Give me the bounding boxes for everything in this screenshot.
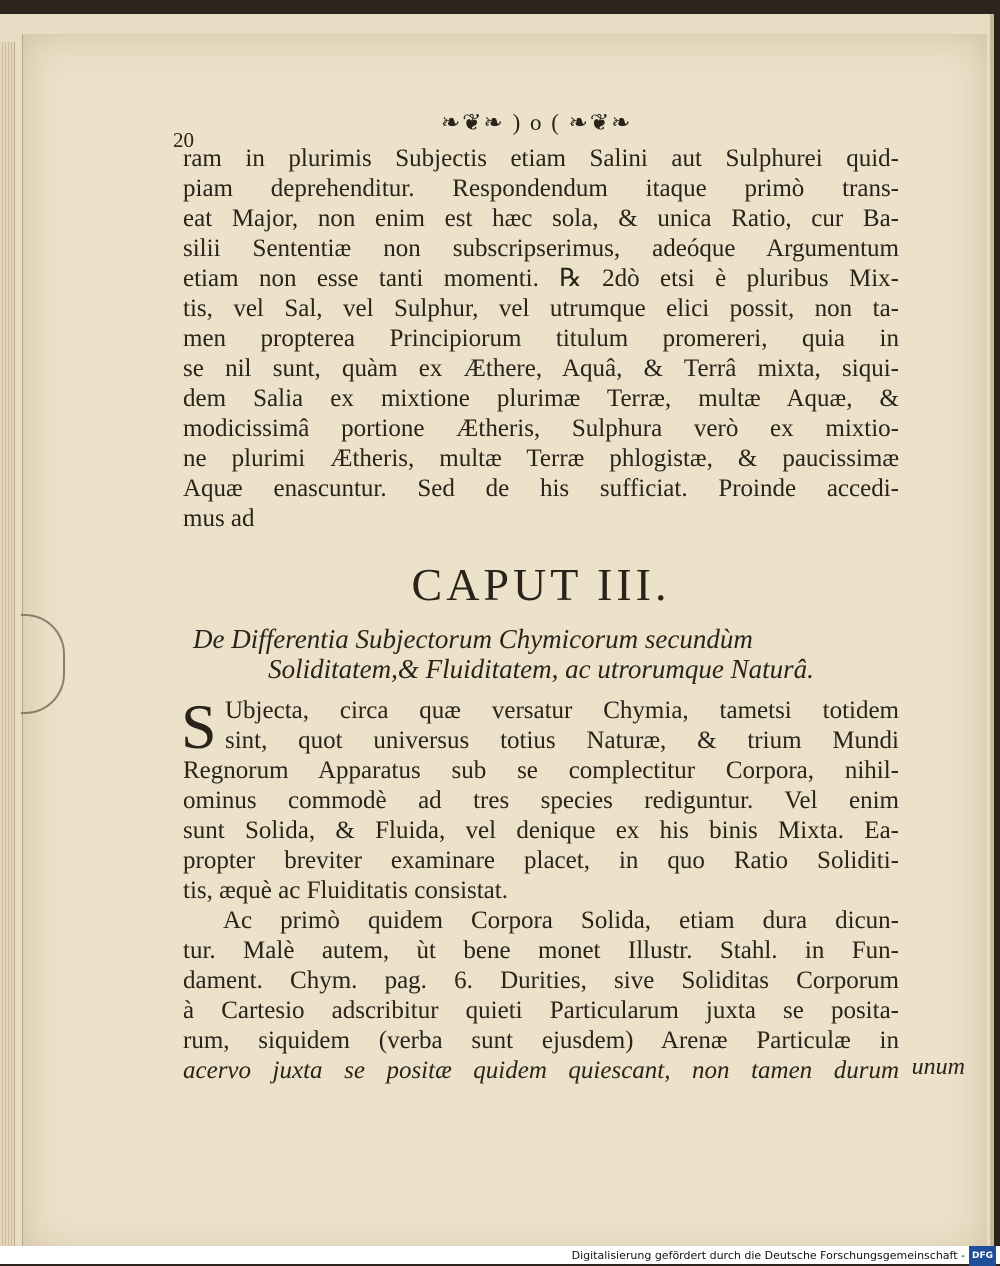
text-line: tur. Malè autem, ùt bene monet Illustr. Stahl. in Fun- <box>183 937 899 964</box>
text-line: dem Salia ex mixtione plurimæ Terræ, multæ Aquæ, & <box>183 385 899 412</box>
head-ornament: ❧❦❧ ) o ( ❧❦❧ <box>441 110 633 135</box>
text-line: modicissimâ portione Ætheris, Sulphura verò ex mixtio- <box>183 415 899 442</box>
text-line: piam deprehenditur. Respondendum itaque primò trans- <box>183 175 899 202</box>
chapter-subtitle-line-1: De Differentia Subjectorum Chymicorum secundùm <box>193 624 753 654</box>
running-head <box>173 110 899 152</box>
text-line: se nil sunt, quàm ex Æthere, Aquâ, & Terrâ mixta, siqui- <box>183 355 899 382</box>
text-line: rum, siquidem (verba sunt ejusdem) Arenæ Particulæ in <box>183 1027 899 1054</box>
text-line: dament. Chym. pag. 6. Durities, sive Soliditas Corporum <box>183 967 899 994</box>
text-line: silii Sententiæ non subscripserimus, adeóque Argumentum <box>183 235 899 262</box>
footer-credit: Digitalisierung gefördert durch die Deutsche Forschungsgemeinschaft - <box>571 1249 965 1262</box>
text-line: propter breviter examinare placet, in quo Ratio Soliditi- <box>183 847 899 874</box>
text-line: Ac primò quidem Corpora Solida, etiam dura dicun- <box>223 907 899 934</box>
text-line: eat Major, non enim est hæc sola, & unica Ratio, cur Ba- <box>183 205 899 232</box>
paragraph-1 <box>181 691 899 906</box>
book-page-stack <box>0 14 994 1246</box>
text-line: à Cartesio adscribitur quieti Particularum juxta se posita- <box>183 997 899 1024</box>
paragraph-2 <box>183 906 899 1086</box>
catchword: unum <box>911 1054 965 1080</box>
text-line: etiam non esse tanti momenti. ℞ 2dò etsi è pluribus Mix- <box>183 265 899 292</box>
bookmark-ribbon <box>21 614 65 714</box>
text-line: tis, vel Sal, vel Sulphur, vel utrumque elici possit, non ta- <box>183 295 899 322</box>
text-line: Aquæ enascuntur. Sed de his sufficiat. Proinde accedi- <box>183 475 899 502</box>
text-line: ominus commodè ad tres species rediguntur. Vel enim <box>183 787 899 814</box>
text-line: sunt Solida, & Fluida, vel denique ex his binis Mixta. Ea- <box>183 817 899 844</box>
page-edges <box>0 42 15 1247</box>
body-text-top <box>183 144 899 534</box>
text-line: acervo juxta se positæ quidem quiescant, non tamen durum <box>183 1057 899 1084</box>
chapter-subtitle-line-2: Soliditatem,& Fluiditatem, ac utrorumque Naturâ. <box>268 654 814 684</box>
text-line: Ubjecta, circa quæ versatur Chymia, tametsi totidem <box>225 697 899 724</box>
text-line: men propterea Principiorum titulum promereri, quia in <box>183 325 899 352</box>
text-block <box>173 110 899 1086</box>
chapter-title: CAPUT III. <box>411 559 671 610</box>
page-number: 20 <box>173 128 194 152</box>
digitization-footer <box>0 1246 1000 1264</box>
text-line: ne plurimi Ætheris, multæ Terræ phlogistæ, & paucissimæ <box>183 445 899 472</box>
drop-cap: S <box>181 691 217 762</box>
text-line: ram in plurimis Subjectis etiam Salini aut Sulphurei quid- <box>183 145 899 172</box>
text-line: tis, æquè ac Fluiditatis consistat. <box>183 877 508 904</box>
dfg-logo: DFG <box>969 1246 996 1266</box>
text-line: Regnorum Apparatus sub se complectitur Corpora, nihil- <box>183 757 899 784</box>
text-line: mus ad <box>183 505 255 532</box>
book-page <box>22 34 987 1256</box>
text-line: sint, quot universus totius Naturæ, & trium Mundi <box>225 727 899 754</box>
